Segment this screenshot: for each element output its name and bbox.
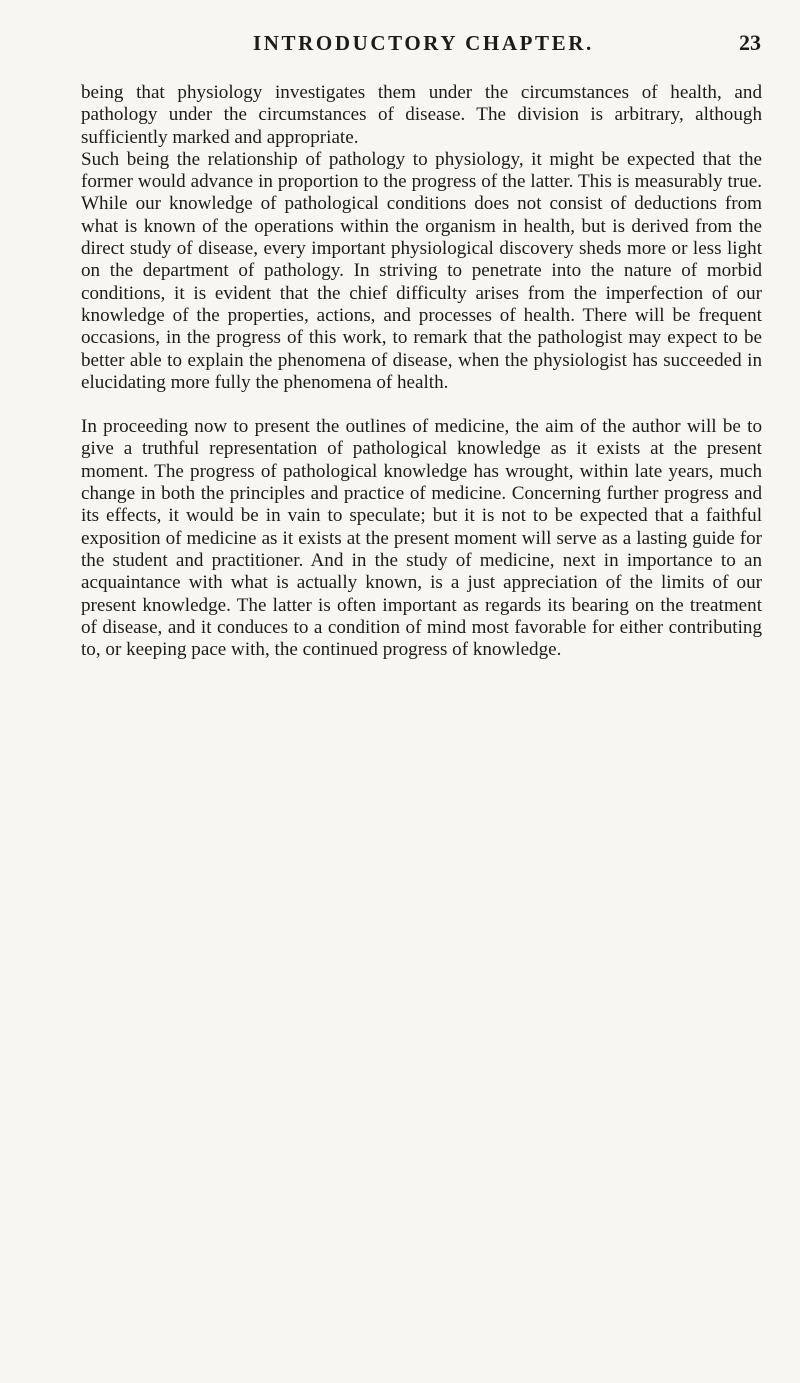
paragraph: In proceeding now to present the outlines of medicine, the aim of the author will be to give a truthful representation of pathological knowledge as it exists at the present moment. The progress of pathological knowledge has wrought, within late years, much change in both the principles and practice of medicine. Concerning further progress and its effects, it would be in vain to speculate; but it is not to be expected that a faithful exposition of medicine as it exists at the present moment will serve as a lasting guide for the student and practitioner. And in the study of medicine, next in importance to an acquaintance with what is actually known, is a just appreciation of the limits of our present knowledge. The latter is often important as regards its bearing on the treatment of disease, and it conduces to a condition of mind most favorable for either contributing to, or keeping pace with, the continued progress of knowledge. bbox=[81, 416, 762, 661]
running-head bbox=[81, 31, 799, 61]
paragraph: Such being the relationship of pathology to physiology, it might be expected that the former would advance in proportion to the progress of the latter. This is measurably true. While our knowledge of pathological conditions does not consist of deductions from what is known of the operations within the organism in health, but is derived from the direct study of disease, every important physiological discovery sheds more or less light on the department of pathology. In striving to penetrate into the nature of morbid conditions, it is evident that the chief difficulty arises from the imperfection of our knowledge of the properties, actions, and processes of health. There will be frequent occasions, in the progress of this work, to remark that the pathologist may expect to be better able to explain the phenomena of disease, when the physiologist has succeeded in elucidating more fully the phenomena of health. bbox=[81, 148, 762, 393]
running-title: INTRODUCTORY CHAPTER. bbox=[253, 31, 594, 55]
paragraph: being that physiology investigates them under the circumstances of health, and pathology under the circumstances of disease. The division is arbitrary, although sufficiently marked and appropriate. bbox=[81, 82, 762, 148]
page-number: 23 bbox=[739, 30, 761, 55]
body-text bbox=[81, 82, 762, 661]
